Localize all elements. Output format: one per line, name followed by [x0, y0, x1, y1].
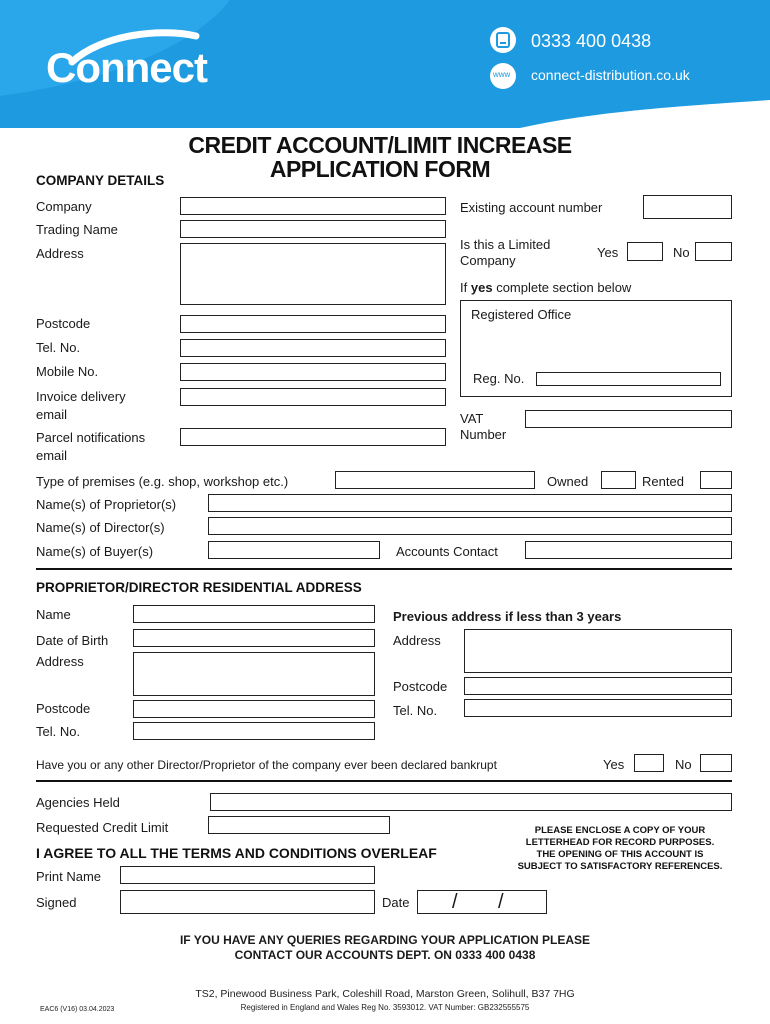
limited-yes-label: Yes — [597, 245, 619, 260]
address-field[interactable] — [180, 243, 446, 305]
trading-name-field[interactable] — [180, 220, 446, 238]
date-separator-1: / — [452, 891, 458, 913]
parcel-email-label-1: Parcel notifications — [36, 430, 146, 445]
limited-no-label: No — [673, 245, 690, 260]
invoice-email-field[interactable] — [180, 388, 446, 406]
footer-registration: Registered in England and Wales Reg No. 3593012. VAT Number: GB232555575 — [240, 1003, 530, 1012]
footer-address: TS2, Pinewood Business Park, Coleshill Road, Marston Green, Solihull, B37 7HG — [195, 988, 575, 1000]
premises-field[interactable] — [335, 471, 535, 489]
existing-account-field[interactable] — [643, 195, 732, 219]
parcel-email-field[interactable] — [180, 428, 446, 446]
prev-address-label: Address — [393, 633, 441, 648]
credit-limit-label: Requested Credit Limit — [36, 820, 169, 835]
invoice-email-label-2: email — [36, 407, 68, 422]
res-tel-field[interactable] — [133, 722, 375, 740]
proprietors-field[interactable] — [208, 494, 732, 512]
dob-field[interactable] — [133, 629, 375, 647]
web-icon-text: www — [493, 70, 511, 79]
trading-name-label: Trading Name — [36, 222, 118, 237]
agencies-field[interactable] — [210, 793, 732, 811]
limited-company-label-2: Company — [460, 253, 516, 268]
vat-label-2: Number — [460, 427, 507, 442]
bankrupt-no-checkbox[interactable] — [700, 754, 732, 772]
limited-no-checkbox[interactable] — [695, 242, 732, 261]
signature-field[interactable] — [120, 890, 375, 914]
directors-field[interactable] — [208, 517, 732, 535]
bankrupt-yes-checkbox[interactable] — [634, 754, 664, 772]
premises-label: Type of premises (e.g. shop, workshop etc.) — [36, 474, 289, 489]
prev-postcode-label: Postcode — [393, 679, 448, 694]
prev-address-field[interactable] — [464, 629, 732, 673]
dob-label: Date of Birth — [36, 633, 109, 648]
tel-label: Tel. No. — [36, 340, 81, 355]
form-title-line1: CREDIT ACCOUNT/LIMIT INCREASE — [188, 132, 572, 158]
header-banner — [0, 0, 770, 128]
limited-company-label-1: Is this a Limited — [460, 237, 551, 252]
postcode-label: Postcode — [36, 316, 91, 331]
section-divider — [36, 568, 732, 570]
if-yes-instruction: If yes complete section below — [460, 280, 632, 295]
address-label: Address — [36, 246, 84, 261]
reg-no-field[interactable] — [536, 372, 721, 386]
phone-number[interactable]: 0333 400 0438 — [531, 31, 652, 51]
vat-label-1: VAT — [460, 411, 484, 426]
res-address-field[interactable] — [133, 652, 375, 696]
owned-label: Owned — [547, 474, 589, 489]
residential-heading: PROPRIETOR/DIRECTOR RESIDENTIAL ADDRESS — [36, 580, 362, 595]
reg-no-label: Reg. No. — [473, 371, 525, 386]
rented-checkbox[interactable] — [700, 471, 732, 489]
bankrupt-question: Have you or any other Director/Proprietor of the company ever been declared bankrupt — [36, 758, 497, 772]
directors-label: Name(s) of Director(s) — [36, 520, 165, 535]
accounts-contact-field[interactable] — [525, 541, 732, 559]
registered-office-label: Registered Office — [471, 307, 572, 322]
prev-postcode-field[interactable] — [464, 677, 732, 695]
agree-terms-statement: I AGREE TO ALL THE TERMS AND CONDITIONS OVERLEAF — [36, 845, 437, 861]
date-field[interactable] — [417, 890, 547, 914]
section-divider-2 — [36, 780, 732, 782]
bankrupt-yes-label: Yes — [603, 757, 625, 772]
buyers-field[interactable] — [208, 541, 380, 559]
form-title-line2: APPLICATION FORM — [269, 156, 491, 182]
previous-address-heading: Previous address if less than 3 years — [393, 609, 622, 624]
parcel-email-label-2: email — [36, 448, 68, 463]
res-name-label: Name — [36, 607, 71, 622]
signed-label: Signed — [36, 895, 77, 910]
print-name-field[interactable] — [120, 866, 375, 884]
res-address-label: Address — [36, 654, 84, 669]
registered-office-box[interactable] — [460, 300, 732, 397]
res-name-field[interactable] — [133, 605, 375, 623]
letterhead-note: PLEASE ENCLOSE A COPY OF YOUR LETTERHEAD FOR RECORD PURPOSES. THE OPENING OF THIS ACCOUNT IS SUBJECT TO SATISFACTORY REFERENCES. — [517, 825, 723, 872]
agencies-label: Agencies Held — [36, 795, 120, 810]
buyers-label: Name(s) of Buyer(s) — [36, 544, 154, 559]
mobile-field[interactable] — [180, 363, 446, 381]
company-details-heading: COMPANY DETAILS — [36, 173, 165, 188]
bankrupt-no-label: No — [675, 757, 692, 772]
res-tel-label: Tel. No. — [36, 724, 81, 739]
prev-tel-label: Tel. No. — [393, 703, 438, 718]
globe-icon — [490, 63, 516, 89]
invoice-email-label-1: Invoice delivery — [36, 389, 126, 404]
accounts-contact-label: Accounts Contact — [396, 544, 498, 559]
company-field[interactable] — [180, 197, 446, 215]
owned-checkbox[interactable] — [601, 471, 636, 489]
print-name-label: Print Name — [36, 869, 102, 884]
prev-tel-field[interactable] — [464, 699, 732, 717]
postcode-field[interactable] — [180, 315, 446, 333]
existing-account-label: Existing account number — [460, 200, 603, 215]
form-code: EAC6 (V16) 03.04.2023 — [40, 1006, 115, 1013]
limited-yes-checkbox[interactable] — [627, 242, 663, 261]
phone-icon — [490, 27, 516, 53]
date-separator-2: / — [498, 891, 504, 913]
res-postcode-field[interactable] — [133, 700, 375, 718]
website-link[interactable]: connect-distribution.co.uk — [531, 67, 690, 83]
date-label: Date — [382, 895, 410, 910]
company-label: Company — [36, 199, 92, 214]
proprietors-label: Name(s) of Proprietor(s) — [36, 497, 177, 512]
tel-field[interactable] — [180, 339, 446, 357]
res-postcode-label: Postcode — [36, 701, 91, 716]
brand-logo: Connect — [46, 44, 207, 91]
credit-limit-field[interactable] — [208, 816, 390, 834]
queries-notice: IF YOU HAVE ANY QUERIES REGARDING YOUR APPLICATION PLEASE CONTACT OUR ACCOUNTS DEPT. ON 0333 400 0438 — [179, 933, 591, 962]
mobile-label: Mobile No. — [36, 364, 99, 379]
vat-number-field[interactable] — [525, 410, 732, 428]
rented-label: Rented — [642, 474, 684, 489]
